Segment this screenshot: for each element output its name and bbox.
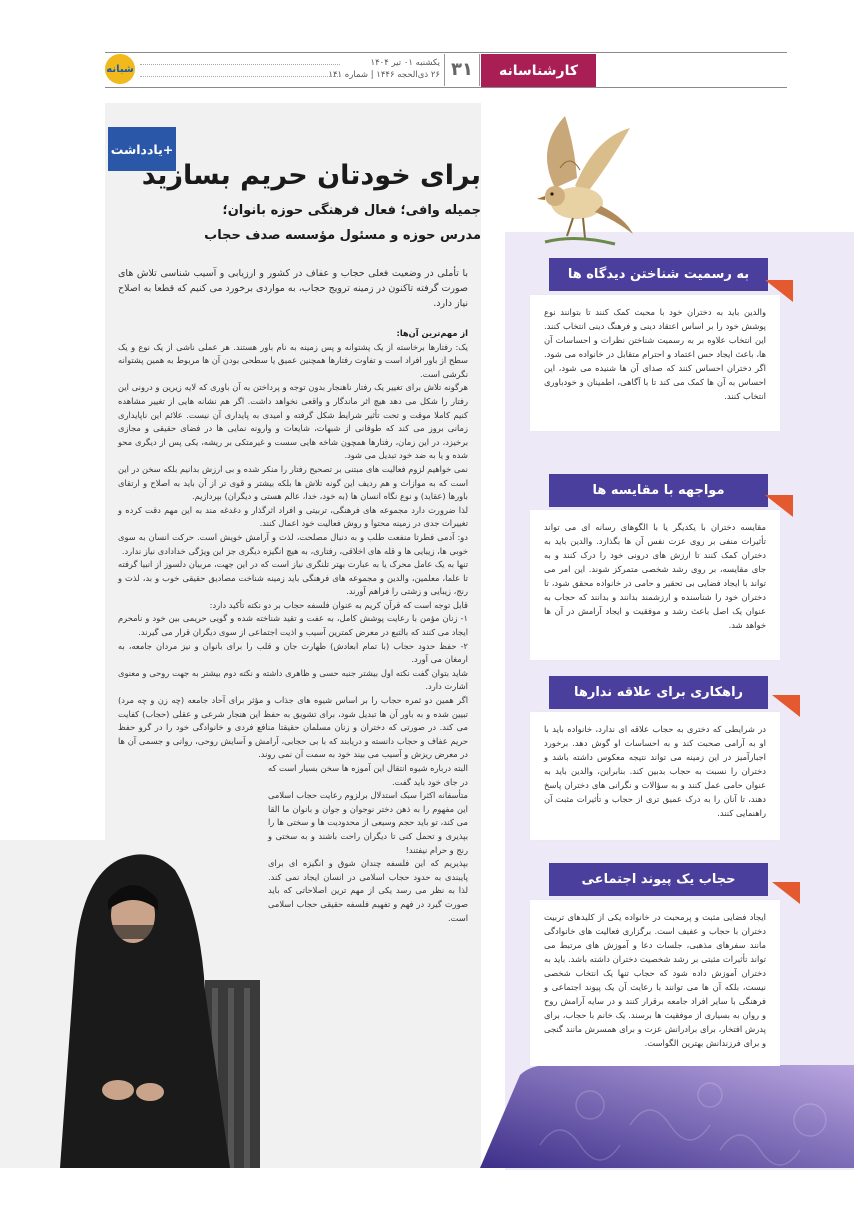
solar-date: یکشنبه ۰۱ تیر ۱۴۰۴ bbox=[370, 58, 440, 68]
dotted-divider bbox=[140, 64, 340, 65]
tip-heading: به رسمیت شناختن دیدگاه ها bbox=[549, 258, 768, 291]
accent-triangle bbox=[772, 882, 800, 904]
tip-text: مقایسه دختران با یکدیگر یا با الگوهای رسانه ای می تواند تأثیرات منفی بر روی عزت نفس آن ها بگذارد. والدین باید به دختران کمک کنند تا ارزش های درونی خود را درک کنند و به جای مقایسه، بر روی رشد شخصی متمرکز شوند. این امر می تواند با ایجاد فضایی بی تحقیر و حامی در خانواده محقق شود، تا دختران خود را شناسنده و ارزشمند بدانند و بدانند که حجاب به عنوان یک اصل باعث رشد و موفقیت و ایجاد آرامش در آن ها خواهد شد. bbox=[544, 522, 766, 630]
tip-text: در شرایطی که دختری به حجاب علاقه ای ندارد، خانواده باید با او به آرامی صحبت کند و به احساسات او گوش دهد. برخورد اجبارآمیز در این زمینه می تواند نتیجه معکوس داشته باشد و دختران را نسبت به حجاب بدبین کند. بنابراین، والدین باید به عنوان حامی عمل کنند و به سؤالات و نگرانی های دختران پاسخ دهند، تا آنان را به درک عمیق تری از حجاب و تأثیرات مثبت آن راهنمایی کنند. bbox=[544, 724, 766, 818]
decorative-pattern bbox=[480, 1065, 854, 1168]
lunar-date-issue: ۲۶ ذی‌الحجه ۱۴۴۶ | شماره ۱۴۱ bbox=[328, 70, 440, 80]
article-intro: با تأملی در وضعیت فعلی حجاب و عفاف در کشور و ارزیابی و آسیب شناسی تلاش های صورت گرفته تاکنون در زمینه ترویج حجاب، به مواردی برخورد می کنیم که قطعا به اصلاح نیاز دارد. bbox=[118, 268, 468, 309]
publication-logo: شبانه bbox=[105, 54, 135, 84]
body-paragraph: شاید بتوان گفت نکته اول بیشتر جنبه حسی و ظاهری داشته و نکته دوم بیشتر به جهت روحی و معنوی اشارت دارد. bbox=[118, 667, 468, 692]
article-title: برای خودتان حریم بسازید bbox=[141, 160, 481, 191]
author-title: مدرس حوزه و مسئول مؤسسه صدف حجاب bbox=[204, 228, 481, 243]
issue-dates bbox=[140, 58, 440, 82]
note-badge: +یادداشت bbox=[108, 127, 176, 171]
author-line: جمیله وافی؛ فعال فرهنگی حوزه بانوان؛ bbox=[222, 203, 481, 218]
tip-heading: حجاب یک پیوند اجتماعی bbox=[549, 863, 768, 896]
section-tab[interactable]: کارشناسانه bbox=[481, 54, 596, 87]
body-paragraph: ۱- زنان مؤمن با رعایت پوشش کامل، به عفت و تقید شناخته شده و گویی حریمی بین خود و نامحرم ایجاد می کنند که بالتبع در معرض کمترین آسیب و اذیت اجتماعی از سوی دیگران قرار می گیرند. bbox=[118, 613, 468, 638]
accent-triangle bbox=[765, 280, 793, 302]
header-top-rule bbox=[105, 52, 787, 53]
tip-box bbox=[530, 712, 780, 840]
dotted-divider bbox=[140, 76, 340, 77]
body-paragraph: متأسفانه اکثرا سبک استدلال برلزوم رعایت حجاب اسلامی این مفهوم را به ذهن دختر نوجوان و جوان و بانوان ما القا می کند، تو باید حجم وسیعی از محدودیت ها و سختی ها را بپذیری و تحمل کنی تا دیگران راحت باشند و به سختی و رنج و حرام نیفتند! bbox=[268, 790, 468, 855]
body-paragraph: تنها به یک عامل محرک یا به عبارت بهتر تلنگری نیاز است که در این جهت، مربیان دلسوز از انبیا گرفته تا علما، معلمین، والدین و مجموعه های فرهنگی باید زمینه شناخت مصادیق حقیقی خوب و بد، لذت و رنج، زیبایی و زشتی را فراهم آورند. bbox=[118, 559, 468, 597]
body-paragraph: اگر همین دو ثمره حجاب را بر اساس شیوه های جذاب و مؤثر برای آحاد جامعه (چه زن و چه مرد) تبیین شده و به باور آن ها تبدیل شود، برای تشویق به حفظ این هنجار شرعی و عقلی (حجاب) کفایت می کند. در صورتی که دختران و زنان مسلمان حقیقتا منافع فردی و خانوادگی خود را در گرو حفظ حریم عفاف و حجاب دانسته و دریابند که با بی حجابی، آرامش و آسایش روحی، روانی و جسمی آن ها در معرض ریزش و آسیب می بیند خود به سمت آن نمی روند. bbox=[118, 695, 468, 760]
tip-box bbox=[530, 510, 780, 660]
author-photo bbox=[0, 840, 265, 1168]
body-paragraph: دو: آدمی فطرتا منفعت طلب و به دنبال مصلحت، لذت و آرامش خویش است. حرکت انسان به سوی خوبی ها، زیبایی ها و قله های اخلاقی، رفتاری، به هیچ انگیزه دیگری جز این ویژگی خدادادی نیاز ندارد. bbox=[118, 531, 468, 556]
article-body bbox=[118, 327, 468, 925]
page-number: ۳۱ bbox=[451, 59, 473, 80]
body-paragraph: نمی خواهیم لزوم فعالیت های مبتنی بر تصحیح رفتار را منکر شده و بی ارزش بدانیم بلکه سخن در این است که به موازات و هم ردیف این گونه تلاش ها بلکه بیشتر و قوی تر از آن باید به اصلاح و ارتقای باورها (عقاید) و نوع نگاه انسان ها (به خود، خدا، عالم هستی و دیگران) بپردازیم. bbox=[118, 463, 468, 502]
body-paragraph: بپذیریم که این فلسفه چندان شوق و انگیزه ای برای پایبندی به حدود حجاب اسلامی در انسان ایجاد نمی کند. لذا به نظر می رسد یکی از مهم ترین اصلاحاتی که باید صورت گیرد در فهم و تفهیم فلسفه حقیقی حجاب اسلامی است. bbox=[268, 858, 468, 923]
bird-illustration bbox=[515, 108, 640, 250]
body-paragraph: قابل توجه است که قرآن کریم به عنوان فلسفه حجاب بر دو نکته تأکید دارد: bbox=[209, 599, 468, 610]
body-paragraph: البته درباره شیوه انتقال این آموزه ها سخن بسیار است که در جای خود باید گفت. bbox=[268, 763, 468, 787]
header-separator bbox=[444, 54, 445, 86]
body-paragraph: ۲- حفظ حدود حجاب (با تمام ابعادش) طهارت جان و قلب را برای بانوان و نیز مردان جامعه، به ارمغان می آورد. bbox=[118, 640, 468, 665]
accent-triangle bbox=[765, 495, 793, 517]
accent-triangle bbox=[772, 695, 800, 717]
tip-heading: مواجهه با مقایسه ها bbox=[549, 474, 768, 507]
body-paragraph: لذا ضرورت دارد مجموعه های فرهنگی، تربیتی و افراد اثرگذار و دغدغه مند به این مهم دقت کرده و تغییرات جدی در زمینه محتوا و روش فعالیت خود اعمال کنند. bbox=[118, 504, 468, 529]
tip-box bbox=[530, 900, 780, 1066]
tip-heading: راهکاری برای علاقه ندارها bbox=[549, 676, 768, 709]
tip-box bbox=[530, 295, 780, 431]
body-subhead: از مهم‌ترین آن‌ها: bbox=[396, 328, 468, 338]
header-separator bbox=[479, 54, 480, 86]
header-bottom-rule bbox=[105, 87, 787, 88]
body-paragraph: هرگونه تلاش برای تغییر یک رفتار ناهنجار بدون توجه و پرداختن به آن باوری که لایه زیرین و درونی این رفتار را شکل می دهد هیچ اثر ماندگار و واقعی نخواهد داشت. اگر هم نشانه هایی از تغییر مشاهده کنیم کاملا موقت و تحت تأثیر شرایط شکل گرفته و امیدی به پایداری آن نیست. علائم این ناپایداری زمانی بروز می کند که طوفانی از شبهات، شایعات و وارونه نمایی ها در فضای حقیقی و مجازی برخیزد، در این زمان، رفتارها همچون شاخه هایی سست و غیرمتکی بر ریشه، یکی پس از دیگری محو شده و یا به ضد خود تبدیل می شود. bbox=[118, 382, 468, 461]
tip-text: ایجاد فضایی مثبت و پرمحبت در خانواده یکی از کلیدهای تربیت دختران با حجاب و عفیف است. برگزاری فعالیت های خانوادگی مانند سفرهای مذهبی، جلسات دعا و آموزش های مرتبط می تواند تأثیرات مثبتی بر رشد شخصیت دختران داشته باشد. باید به دختران آموزش داده شود که حجاب تنها یک انتخاب شخصی نیست، بلکه آن ها می توانند با رعایت آن یک پیوند اجتماعی و فرهنگی با سایر افراد جامعه برقرار کنند و در سایه آرامش روح و روان به بسیاری از موفقیت ها برسند. یک خانم با حجاب، برای پدرش افتخار، برای برادرانش عزت و برای همسرش مانند گنجی و برای فرزندانش بهترین الگواست. bbox=[544, 912, 766, 1048]
body-paragraph: یک: رفتارها برخاسته از یک پشتوانه و پس زمینه به نام باور هستند. هر عملی ناشی از یک نوع و یک سطح از باور افراد است و تفاوت رفتارها همچنین عمیق یا سطحی بودن آن ها مربوط به همین پشتوانه نگرشی است. bbox=[118, 341, 468, 379]
tip-text: والدین باید به دختران خود با محبت کمک کنند تا بتوانند نوع پوشش خود را بر اساس اعتقاد دینی و فرهنگ دینی انتخاب کنند. این انتخاب علاوه بر به رسمیت شناختن نظرات و احساسات آن ها، باعث ایجاد حس اعتماد و احترام متقابل در خانواده می شود. اگر دختران احساس کنند که صدای آن ها شنیده می شود، این احساس به آن ها کمک می کند تا با آگاهی، اطمینان و خودباوری انتخاب کنند. bbox=[544, 307, 766, 401]
